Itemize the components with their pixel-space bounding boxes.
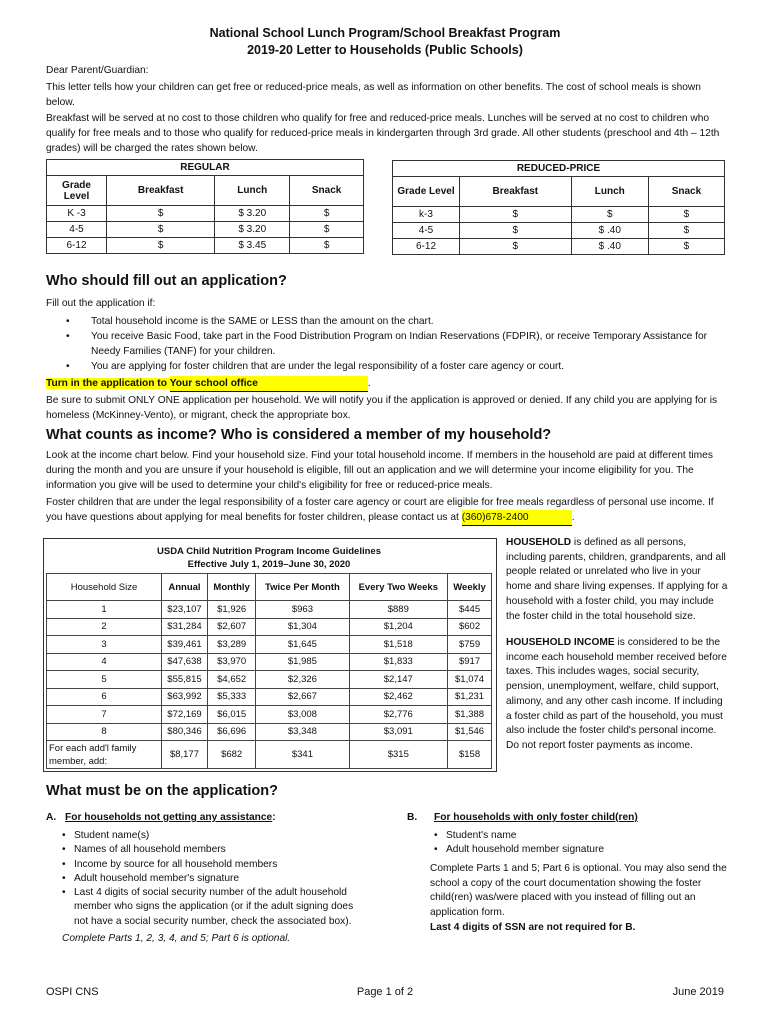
table-row [393,239,725,255]
table-cell: $ 3.20 [215,206,290,222]
table-cell: $759 [448,636,492,654]
table-cell: $602 [448,618,492,636]
table-cell: $ [648,239,724,255]
table-cell: 7 [47,706,162,724]
table-cell: $3,348 [256,723,349,741]
intro-paragraph-1: This letter tells how your children can get free or reduced-price meals, as well as information on other benefits. The cost of school meals is shown below. [46,82,701,108]
table-cell: $ [648,207,724,223]
section-a-title [46,812,276,823]
contact-phone: (360)678-2400 [462,510,572,526]
letter-title: National School Lunch Program/School Breakfast Program [209,26,561,40]
table-cell: $63,992 [162,688,208,706]
list-item: • Student name(s) [58,829,368,843]
table-cell: $47,638 [162,653,208,671]
table-cell: $23,107 [162,601,208,619]
section-b-list [430,829,730,858]
table-cell: $ [648,223,724,239]
table-row [47,618,492,636]
table-row [47,741,492,769]
table-cell: $5,333 [207,688,255,706]
table-cell: $ [107,222,215,238]
list-item: • Last 4 digits of social security number of the adult household member who signs the application (or if the adult signing does not have a social security number, check the associated box). [58,886,368,929]
reduced-price-table [392,160,725,255]
list-item: • You receive Basic Food, take part in the Food Distribution Program on Indian Reservations (FDPIR), or receive Temporary Assistance for Needy Families (TANF) for your children. [46,329,726,359]
column-header: Breakfast [460,177,572,207]
table-cell: 6 [47,688,162,706]
table-cell: $3,091 [349,723,448,741]
who-heading: Who should fill out an application? [46,273,287,289]
income-table-title-1: USDA Child Nutrition Program Income Guidelines [157,546,381,557]
table-cell: $1,231 [448,688,492,706]
table-cell: $445 [448,601,492,619]
table-cell: $1,518 [349,636,448,654]
table-cell: $55,815 [162,671,208,689]
column-header: Snack [290,176,364,206]
column-header: Lunch [215,176,290,206]
table-cell: $2,667 [256,688,349,706]
table-cell: $6,015 [207,706,255,724]
income-heading: What counts as income? Who is considered a member of my household? [46,427,552,443]
table-row [47,206,364,222]
table-cell: $158 [448,741,492,769]
section-a-complete: Complete Parts 1, 2, 3, 4, and 5; Part 6 is optional. [62,933,291,944]
table-cell: 6-12 [393,239,460,255]
list-item: • Student's name [430,829,730,843]
table-row [47,636,492,654]
table-cell: 8 [47,723,162,741]
table-cell: $ .40 [571,239,648,255]
table-cell: 1 [47,601,162,619]
salutation: Dear Parent/Guardian: [46,65,149,76]
household-income-term: HOUSEHOLD INCOME [506,637,615,648]
household-income-definition [506,636,728,754]
column-header: Annual [162,574,208,601]
table-row [47,688,492,706]
footer-page-number: Page 1 of 2 [356,986,414,998]
table-cell: $1,546 [448,723,492,741]
section-b-letter: B. [407,812,418,823]
section-b-complete: Complete Parts 1 and 5; Part 6 is optional. You may also send the school a copy of the court documentation showing the foster child(ren) was/were placed with you instead of filling out an application form. [430,863,727,918]
table-cell: $31,284 [162,618,208,636]
column-header: Breakfast [107,176,215,206]
regular-price-table [46,159,364,254]
footer-left: OSPI CNS [46,986,99,998]
submission-note: Be sure to submit ONLY ONE application per household. We will notify you if the application is approved or denied. If any child you are applying for is homeless (McKinney-Vento), or migrant, check the appropriate box. [46,395,718,421]
table-cell: $6,696 [207,723,255,741]
column-header: Lunch [571,177,648,207]
table-cell: $ .40 [571,223,648,239]
table-cell: $1,985 [256,653,349,671]
household-term: HOUSEHOLD [506,537,572,548]
table-cell: $1,833 [349,653,448,671]
table-cell: $ [290,206,364,222]
income-table-title-2: Effective July 1, 2019–June 30, 2020 [187,559,351,570]
income-paragraph-2 [46,495,731,526]
table-cell: $ 3.45 [215,238,290,254]
table-cell: $ 3.20 [215,222,290,238]
table-cell: $1,204 [349,618,448,636]
table-cell: k-3 [393,207,460,223]
section-b-note: Last 4 digits of SSN are not required for B. [430,922,636,933]
income-paragraph-1: Look at the income chart below. Find your household size. Find your total household income. If members in the household are paid at different times during the month and you are unsure if your household is eligible, fill out an application and we will determine your income eligibility for you. The information you give will be used to determine your child's eligibility for free or reduced-price meals. [46,450,713,491]
table-cell: $315 [349,741,448,769]
list-item: • Adult household member's signature [58,872,368,886]
column-header: Snack [648,177,724,207]
table-cell: 4-5 [47,222,107,238]
table-cell: 6-12 [47,238,107,254]
table-cell: 3 [47,636,162,654]
section-a-colon: : [272,812,276,823]
table-cell: $72,169 [162,706,208,724]
table-cell: $ [107,206,215,222]
table-cell: $ [571,207,648,223]
column-header: Household Size [47,574,162,601]
table-cell: $4,652 [207,671,255,689]
table-cell: For each add'l family member, add: [47,741,162,769]
household-income-text: is considered to be the income each household member received before taxes. This includes wages, social security, pension, unemployment, welfare, child support, alimony, and any other cash income. If including a foster child as part of the household, you must also include the foster child's personal income. Do not report foster payments as income. [506,637,727,751]
table-cell: $39,461 [162,636,208,654]
table-row [393,207,725,223]
table-cell: $3,008 [256,706,349,724]
table-cell: $682 [207,741,255,769]
table-row [47,671,492,689]
section-a-list [58,829,368,929]
table-cell: $2,147 [349,671,448,689]
column-header: Weekly [448,574,492,601]
list-item: • Names of all household members [58,843,368,857]
table-cell: $889 [349,601,448,619]
table-cell: 2 [47,618,162,636]
section-a-heading: For households not getting any assistance [65,812,273,823]
foster-text: Foster children that are under the legal responsibility of a foster care agency or court are eligible for free meals regardless of personal use income. If you have questions about applying for meal benefits for foster children, please contact us at [46,497,714,523]
table-cell: $1,926 [207,601,255,619]
column-header: Grade Level [47,176,107,206]
turn-in-label: Turn in the application to [46,378,170,389]
household-definition [506,536,728,624]
section-b-heading: For households with only foster child(ren) [434,812,638,823]
table-cell: $ [290,222,364,238]
must-heading: What must be on the application? [46,783,278,799]
table-row [47,238,364,254]
turn-in-period: . [367,378,371,389]
section-b-title [407,812,638,823]
contact-period: . [571,512,575,523]
footer-date: June 2019 [672,986,724,998]
table-cell: K -3 [47,206,107,222]
column-header: Twice Per Month [256,574,349,601]
table-cell: 4-5 [393,223,460,239]
table-cell: $8,177 [162,741,208,769]
table-cell: $ [290,238,364,254]
table-cell: $80,346 [162,723,208,741]
table-cell: $1,074 [448,671,492,689]
table-cell: $1,645 [256,636,349,654]
who-bullet-list [46,314,726,374]
who-lead: Fill out the application if: [46,298,156,309]
table-row [47,653,492,671]
list-item: • Total household income is the SAME or LESS than the amount on the chart. [46,314,726,329]
table-cell: $ [460,223,572,239]
table-cell: $2,326 [256,671,349,689]
table-cell: $917 [448,653,492,671]
table-cell: $2,776 [349,706,448,724]
reduced-table-title: REDUCED-PRICE [393,161,725,177]
table-cell: $963 [256,601,349,619]
income-table-title [44,545,494,571]
column-header: Grade Level [393,177,460,207]
table-row [47,601,492,619]
table-cell: 5 [47,671,162,689]
table-row [47,706,492,724]
table-cell: $2,607 [207,618,255,636]
table-row [47,723,492,741]
list-item: • You are applying for foster children that are under the legal responsibility of a foster care agency or court. [46,359,726,374]
table-cell: $3,289 [207,636,255,654]
turn-in-place: Your school office [170,376,368,392]
table-cell: 4 [47,653,162,671]
letter-subtitle: 2019-20 Letter to Households (Public Schools) [247,43,523,57]
table-cell: $341 [256,741,349,769]
table-cell: $1,388 [448,706,492,724]
table-cell: $ [460,239,572,255]
household-text: is defined as all persons, including parents, children, grandparents, and all people related or unrelated who live in your home and share living expenses. If applying for a household with a foster child, you may include the foster child in the total household size. [506,537,728,622]
list-item: • Adult household member signature [430,843,730,857]
table-row [393,223,725,239]
table-cell: $3,970 [207,653,255,671]
table-cell: $1,304 [256,618,349,636]
list-item: • Income by source for all household members [58,858,368,872]
column-header: Monthly [207,574,255,601]
table-row [47,222,364,238]
table-cell: $ [107,238,215,254]
table-cell: $ [460,207,572,223]
section-a-letter: A. [46,812,57,823]
intro-paragraph-2: Breakfast will be served at no cost to those children who qualify for free and reduced-price meals. Lunches will be served at no cost to children who qualify for free meals and to those who qualify for reduced-price meals in kindergarten through 3rd grade. All other students (preschool and 4th – 12th grades) will be charged the rates shown below. [46,113,720,154]
column-header: Every Two Weeks [349,574,448,601]
turn-in-line [46,376,731,392]
regular-table-title: REGULAR [47,160,364,176]
table-cell: $2,462 [349,688,448,706]
income-guidelines-table [46,573,492,769]
